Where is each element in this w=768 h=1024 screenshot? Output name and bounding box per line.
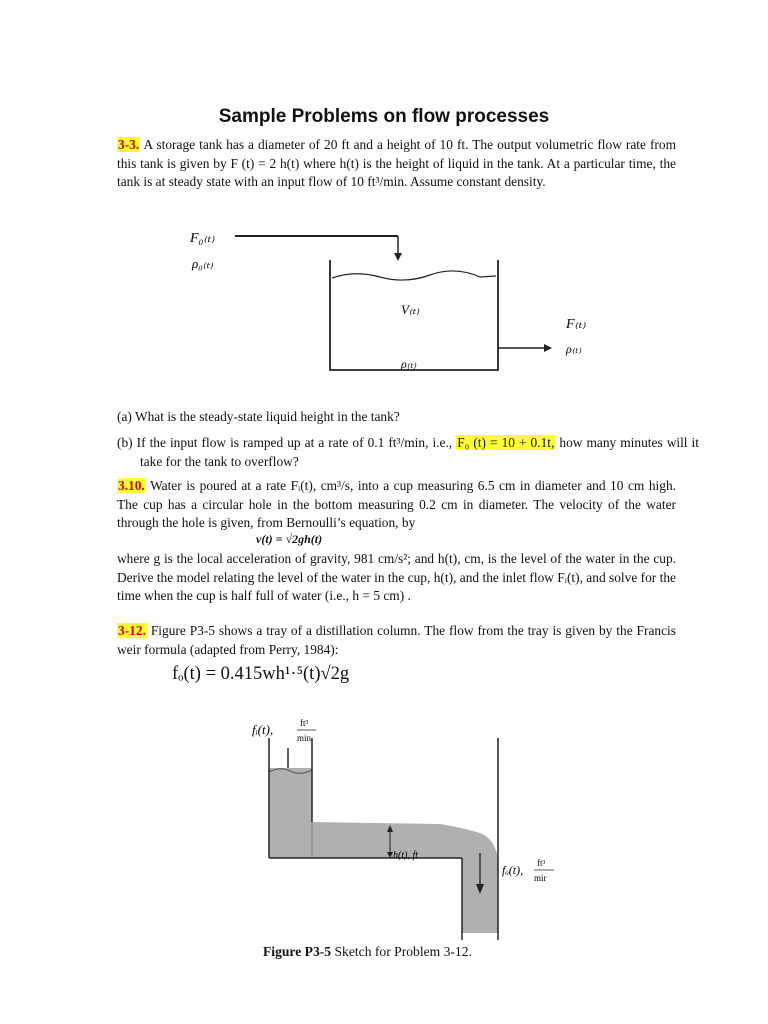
question-a: (a) What is the steady-state liquid height in the tank? — [117, 409, 400, 424]
inlet-units-den: min — [297, 733, 312, 743]
figure-caption-text: Sketch for Problem 3-12. — [331, 944, 472, 959]
level-label: h(t), ft — [393, 850, 418, 861]
outlet-flow-label: fₒ(t), — [502, 863, 524, 877]
figure-caption — [263, 944, 472, 960]
tray-diagram — [240, 708, 560, 940]
problem-text: Water is poured at a rate Fᵢ(t), cm³/s, into a cup measuring 6.5 cm in diameter and 10 cm high. The cup has a circular hole in the bottom measuring 0.2 cm in diameter. The velocity of the water through the hole is given, from Bernoulli’s equation, by — [117, 478, 676, 530]
bernoulli-equation: v(t) = √2gh(t) — [256, 532, 323, 546]
density-label: ρ₍ₜ₎ — [401, 357, 417, 371]
inlet-units-num: ft³ — [300, 718, 309, 728]
problem-label: 3-3. — [118, 137, 140, 152]
outlet-arrow — [544, 344, 552, 352]
question-b-text: (b) If the input flow is ramped up at a rate of 0.1 ft³/min, i.e., — [117, 435, 457, 450]
problem-3-12 — [117, 622, 676, 659]
figure-number: Figure P3-5 — [263, 944, 332, 959]
outlet-units-num: ft³ — [537, 858, 546, 868]
page-title: Sample Problems on flow processes — [218, 106, 550, 127]
ramp-equation-highlight: F₀ (t) = 10 + 0.1t, — [457, 435, 555, 450]
problem-label: 3-12. — [118, 623, 146, 638]
liquid-surface — [332, 271, 496, 280]
inlet-arrow — [394, 253, 402, 261]
problem-label: 3.10. — [118, 478, 145, 493]
problem-3-10 — [117, 477, 676, 533]
f0-label: F₀₍ₜ₎ — [190, 231, 215, 246]
problem-text: Figure P3-5 shows a tray of a distillation column. The flow from the tray is given by the Francis weir formula (adapted from Perry, 1984): — [117, 623, 676, 657]
question-b — [117, 434, 699, 471]
tank-diagram — [180, 220, 620, 380]
rho0-label: ρ₀₍ₜ₎ — [192, 256, 213, 271]
outlet-units-den: mir — [534, 873, 547, 883]
inlet-flow-label: fᵢ(t), — [252, 722, 274, 737]
outflow-density-label: ρ₍ₜ₎ — [566, 342, 582, 356]
problem-3-3-intro — [117, 136, 676, 192]
question-b-text-end: how many minutes will it take for the tank to overflow? — [140, 435, 699, 469]
problem-3-10-continued: where g is the local acceleration of gravity, 981 cm/s²; and h(t), cm, is the level of the water in the cup. Derive the model relating the level of the water in the cup, h(t), and the inlet flow Fᵢ(t), and solve for the time when the cup is half full of water (i.e., h = 5 cm) . — [117, 551, 676, 603]
problem-text: A storage tank has a diameter of 20 ft and a height of 10 ft. The output volumetric flow rate from this tank is given by F (t) = 2 h(t) where h(t) is the height of liquid in the tank. At a particular time, the tank is at steady state with an input flow of 10 ft³/min. Assume constant density. — [117, 137, 677, 189]
volume-label: V₍ₜ₎ — [401, 302, 420, 317]
francis-weir-equation: fₒ(t) = 0.415wh¹·⁵(t)√2g — [172, 664, 350, 684]
liquid-region — [269, 768, 498, 933]
outflow-label: F₍ₜ₎ — [566, 317, 586, 332]
